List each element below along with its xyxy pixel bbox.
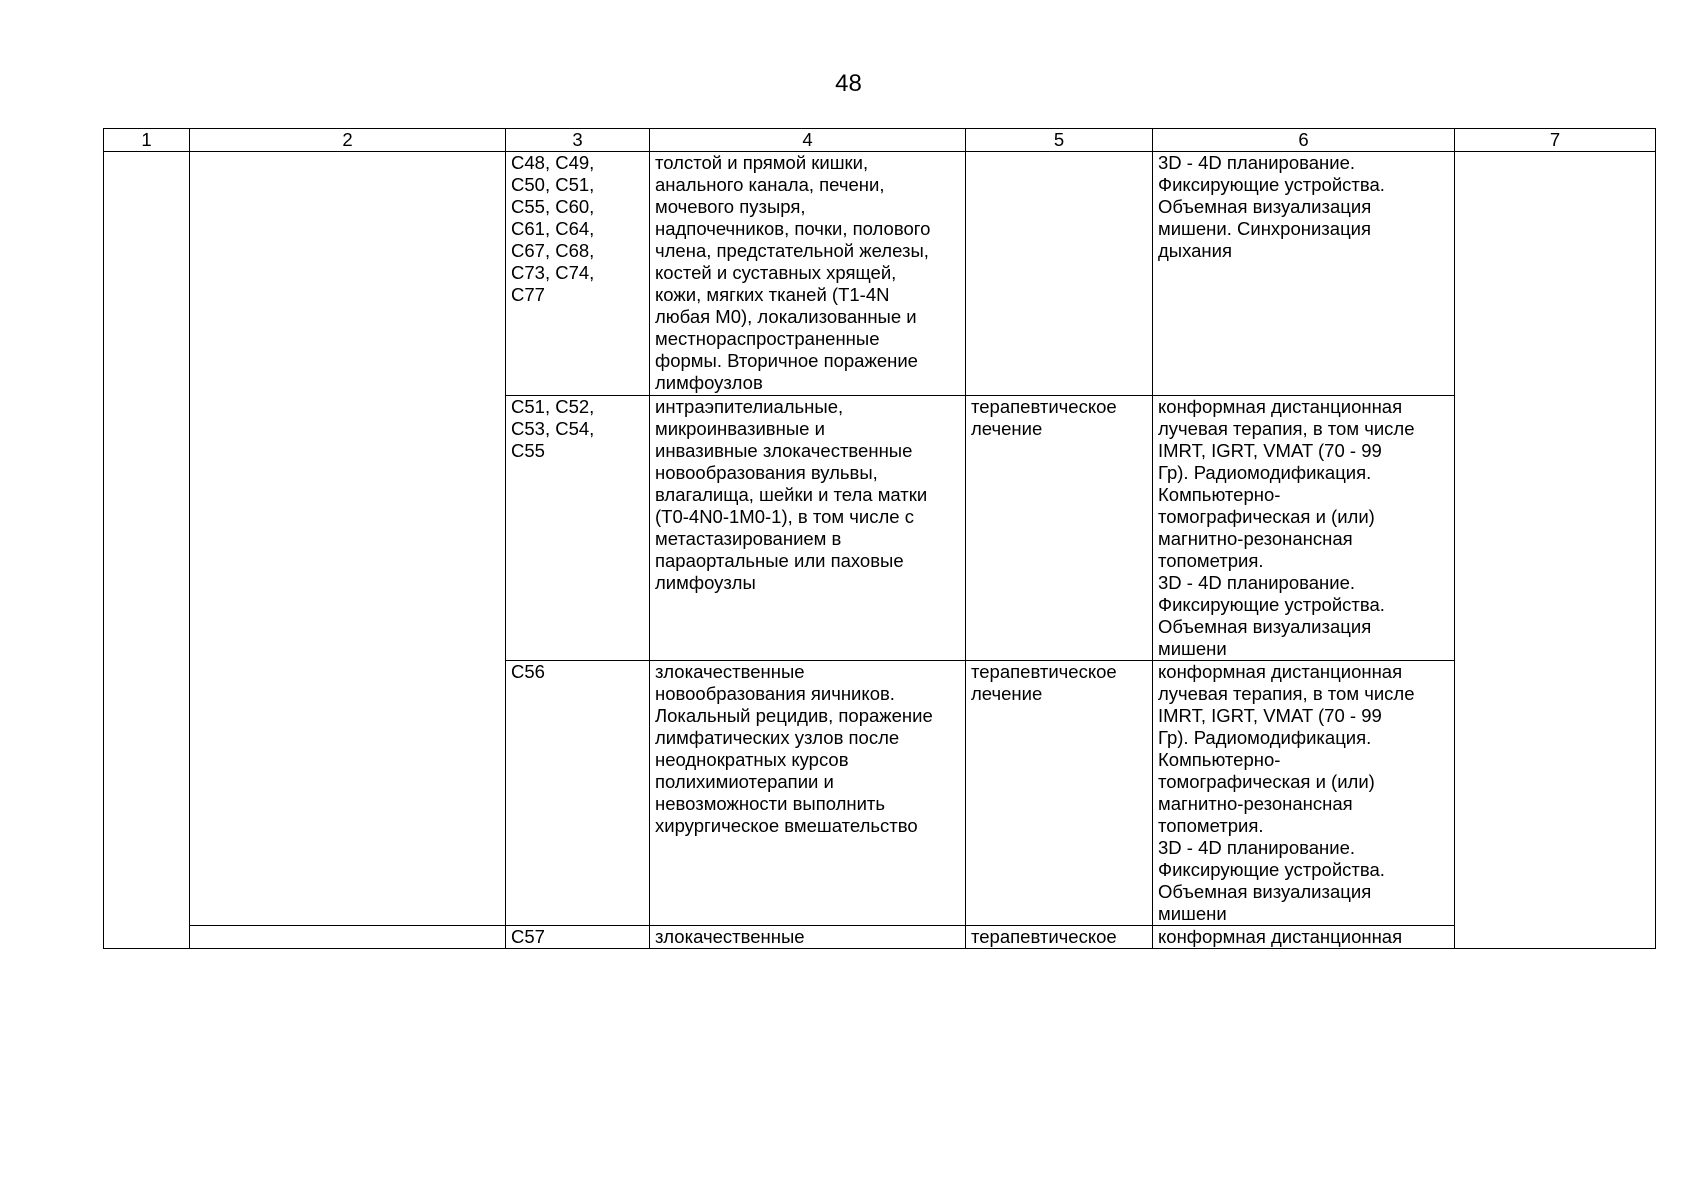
cell-treatment xyxy=(966,152,1153,396)
cell-method: конформная дистанционная xyxy=(1153,926,1455,949)
cell-method: конформная дистанционная лучевая терапия, в том числе IMRT, IGRT, VMAT (70 - 99 Гр). Радиомодификация. Компьютерно- томографическая и (или) магнитно-резонансная топометрия. 3D - 4D планирование. Фиксирующие устройства. Объемная визуализация мишени xyxy=(1153,396,1455,661)
cell-method: конформная дистанционная лучевая терапия, в том числе IMRT, IGRT, VMAT (70 - 99 Гр). Радиомодификация. Компьютерно- томографическая и (или) магнитно-резонансная топометрия. 3D - 4D планирование. Фиксирующие устройства. Объемная визуализация мишени xyxy=(1153,661,1455,926)
cell-description: злокачественные новообразования яичников. Локальный рецидив, поражение лимфатических узлов после неоднократных курсов полихимиотерапии и невозможности выполнить хирургическое вмешательство xyxy=(650,661,966,926)
cell-treatment: терапевтическое лечение xyxy=(966,661,1153,926)
cell-cost xyxy=(1455,152,1656,949)
column-header-6: 6 xyxy=(1153,129,1455,152)
cell-profile xyxy=(190,152,506,926)
medical-care-table xyxy=(103,128,1656,949)
column-header-3: 3 xyxy=(506,129,650,152)
page-number: 48 xyxy=(835,70,862,97)
cell-codes: C51, C52, C53, C54, C55 xyxy=(506,396,650,661)
cell-codes: C48, C49, C50, C51, C55, C60, C61, C64, C67, C68, C73, C74, C77 xyxy=(506,152,650,396)
cell-codes: C56 xyxy=(506,661,650,926)
table-row xyxy=(104,152,1656,396)
cell-treatment: терапевтическое лечение xyxy=(966,396,1153,661)
cell-description: злокачественные xyxy=(650,926,966,949)
cell-profile xyxy=(190,926,506,949)
column-header-5: 5 xyxy=(966,129,1153,152)
cell-description: толстой и прямой кишки, анального канала, печени, мочевого пузыря, надпочечников, почки, полового члена, предстательной железы, костей и суставных хрящей, кожи, мягких тканей (T1-4N любая M0), локализованные и местнораспространенные формы. Вторичное поражение лимфоузлов xyxy=(650,152,966,396)
header-row xyxy=(104,129,1656,152)
column-header-2: 2 xyxy=(190,129,506,152)
table-row xyxy=(104,926,1656,949)
cell-description: интраэпителиальные, микроинвазивные и инвазивные злокачественные новообразования вульвы, влагалища, шейки и тела матки (T0-4N0-1M0-1), в том числе с метастазированием в параортальные или паховые лимфоузлы xyxy=(650,396,966,661)
column-header-7: 7 xyxy=(1455,129,1656,152)
cell-number xyxy=(104,152,190,949)
cell-treatment: терапевтическое xyxy=(966,926,1153,949)
cell-method: 3D - 4D планирование. Фиксирующие устройства. Объемная визуализация мишени. Синхронизация дыхания xyxy=(1153,152,1455,396)
column-header-4: 4 xyxy=(650,129,966,152)
column-header-1: 1 xyxy=(104,129,190,152)
cell-codes: C57 xyxy=(506,926,650,949)
